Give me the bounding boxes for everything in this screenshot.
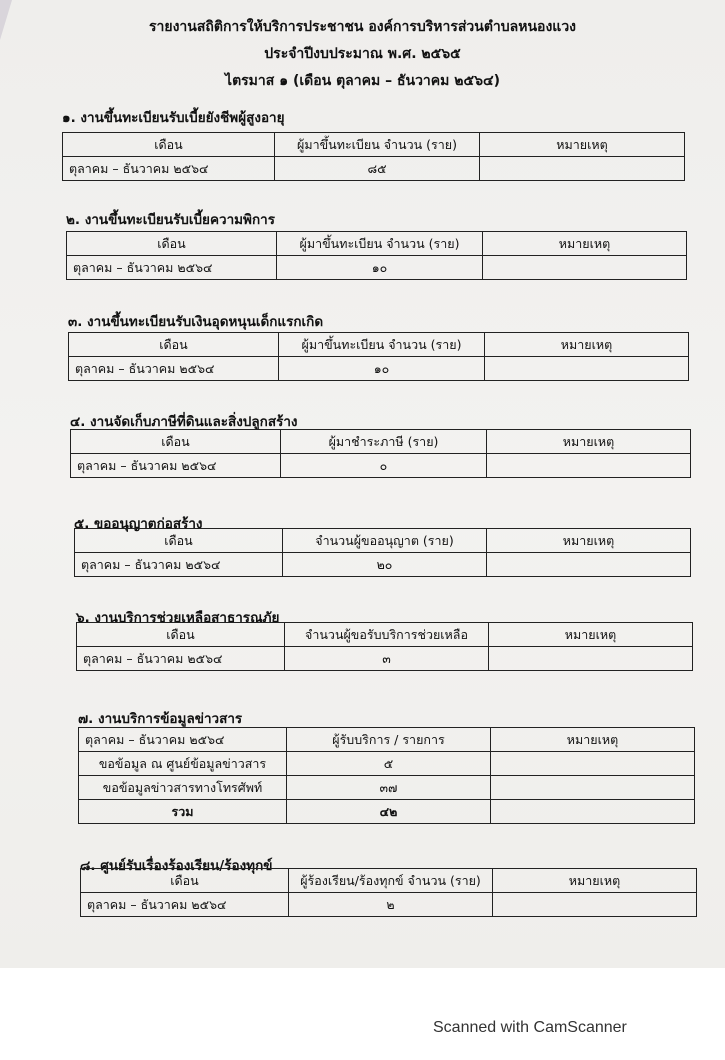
table-header-row	[63, 133, 685, 157]
section-7-table	[78, 727, 695, 824]
header-count: จำนวนผู้ขออนุญาต (ราย)	[283, 529, 487, 553]
row-month: ตุลาคม – ธันวาคม ๒๕๖๔	[71, 454, 281, 478]
table-row	[69, 357, 689, 381]
table-header-row	[75, 529, 691, 553]
table-header-row	[67, 232, 687, 256]
row-label: ขอข้อมูลข่าวสารทางโทรศัพท์	[79, 776, 287, 800]
section-6-title: ๖. งานบริการช่วยเหลือสาธารณภัย	[76, 610, 280, 626]
table-row	[67, 256, 687, 280]
header-count: ผู้มาขึ้นทะเบียน จำนวน (ราย)	[277, 232, 483, 256]
row-remark	[487, 553, 691, 577]
section-4-title: ๔. งานจัดเก็บภาษีที่ดินและสิ่งปลูกสร้าง	[70, 414, 298, 430]
row-month: ตุลาคม – ธันวาคม ๒๕๖๔	[75, 553, 283, 577]
table-row	[81, 893, 697, 917]
header-month: เดือน	[69, 333, 279, 357]
section-2-title: ๒. งานขึ้นทะเบียนรับเบี้ยความพิการ	[66, 212, 275, 228]
fiscal-year-line: ประจำปีงบประมาณ พ.ศ. ๒๕๖๕	[264, 46, 461, 62]
section-4-table	[70, 429, 691, 478]
total-label: รวม	[79, 800, 287, 824]
section-2-table	[66, 231, 687, 280]
row-month: ตุลาคม – ธันวาคม ๒๕๖๔	[81, 893, 289, 917]
header-count: ผู้รับบริการ / รายการ	[287, 728, 491, 752]
header-count: ผู้มาชำระภาษี (ราย)	[281, 430, 487, 454]
header-month: เดือน	[71, 430, 281, 454]
header-remark: หมายเหตุ	[483, 232, 687, 256]
camscanner-watermark: Scanned with CamScanner	[433, 1019, 627, 1036]
header-month: เดือน	[77, 623, 285, 647]
section-3-title: ๓. งานขึ้นทะเบียนรับเงินอุดหนุนเด็กแรกเกิด	[68, 314, 324, 330]
report-title: รายงานสถิติการให้บริการประชาชน องค์การบริหารส่วนตำบลหนองแวง	[148, 19, 577, 35]
row-count: ๒	[289, 893, 493, 917]
table-row	[77, 647, 693, 671]
header-period: ตุลาคม – ธันวาคม ๒๕๖๔	[79, 728, 287, 752]
header-count: ผู้มาขึ้นทะเบียน จำนวน (ราย)	[279, 333, 485, 357]
quarter-line: ไตรมาส ๑ (เดือน ตุลาคม – ธันวาคม ๒๕๖๔)	[225, 73, 500, 89]
header-count: จำนวนผู้ขอรับบริการช่วยเหลือ	[285, 623, 489, 647]
section-5-title: ๕. ขออนุญาตก่อสร้าง	[74, 516, 203, 532]
header-count: ผู้ร้องเรียน/ร้องทุกข์ จำนวน (ราย)	[289, 869, 493, 893]
row-label: ขอข้อมูล ณ ศูนย์ข้อมูลข่าวสาร	[79, 752, 287, 776]
row-remark	[493, 893, 697, 917]
header-month: เดือน	[67, 232, 277, 256]
row-count: ๓	[285, 647, 489, 671]
row-remark	[480, 157, 685, 181]
section-5-table	[74, 528, 691, 577]
section-1-title: ๑. งานขึ้นทะเบียนรับเบี้ยยังชีพผู้สูงอายุ	[62, 110, 285, 126]
total-count: ๔๒	[287, 800, 491, 824]
table-row	[71, 454, 691, 478]
row-count: ๒๐	[283, 553, 487, 577]
row-remark	[485, 357, 689, 381]
row-remark	[483, 256, 687, 280]
header-remark: หมายเหตุ	[491, 728, 695, 752]
header-remark: หมายเหตุ	[487, 430, 691, 454]
header-remark: หมายเหตุ	[493, 869, 697, 893]
row-month: ตุลาคม – ธันวาคม ๒๕๖๔	[77, 647, 285, 671]
row-remark	[491, 776, 695, 800]
table-header-row	[71, 430, 691, 454]
row-count: ๑๐	[277, 256, 483, 280]
header-remark: หมายเหตุ	[489, 623, 693, 647]
section-7-title: ๗. งานบริการข้อมูลข่าวสาร	[78, 711, 243, 727]
section-1-table	[62, 132, 685, 181]
table-row	[79, 752, 695, 776]
row-month: ตุลาคม – ธันวาคม ๒๕๖๔	[67, 256, 277, 280]
row-remark	[489, 647, 693, 671]
header-month: เดือน	[75, 529, 283, 553]
table-row	[75, 553, 691, 577]
header-remark: หมายเหตุ	[480, 133, 685, 157]
row-count: ๑๐	[279, 357, 485, 381]
table-row	[79, 776, 695, 800]
total-remark	[491, 800, 695, 824]
row-count: ๐	[281, 454, 487, 478]
row-month: ตุลาคม – ธันวาคม ๒๕๖๔	[63, 157, 275, 181]
table-row	[63, 157, 685, 181]
table-header-row	[69, 333, 689, 357]
section-3-table	[68, 332, 689, 381]
header-remark: หมายเหตุ	[485, 333, 689, 357]
section-6-table	[76, 622, 693, 671]
row-remark	[491, 752, 695, 776]
section-8-title: ๘. ศูนย์รับเรื่องร้องเรียน/ร้องทุกข์	[80, 858, 273, 874]
row-remark	[487, 454, 691, 478]
table-header-row	[81, 869, 697, 893]
table-header-row	[79, 728, 695, 752]
header-count: ผู้มาขึ้นทะเบียน จำนวน (ราย)	[275, 133, 480, 157]
table-total-row	[79, 800, 695, 824]
header-month: เดือน	[81, 869, 289, 893]
row-month: ตุลาคม – ธันวาคม ๒๕๖๔	[69, 357, 279, 381]
row-count: ๓๗	[287, 776, 491, 800]
row-count: ๘๕	[275, 157, 480, 181]
section-8-table	[80, 868, 697, 917]
header-remark: หมายเหตุ	[487, 529, 691, 553]
table-header-row	[77, 623, 693, 647]
header-month: เดือน	[63, 133, 275, 157]
row-count: ๕	[287, 752, 491, 776]
